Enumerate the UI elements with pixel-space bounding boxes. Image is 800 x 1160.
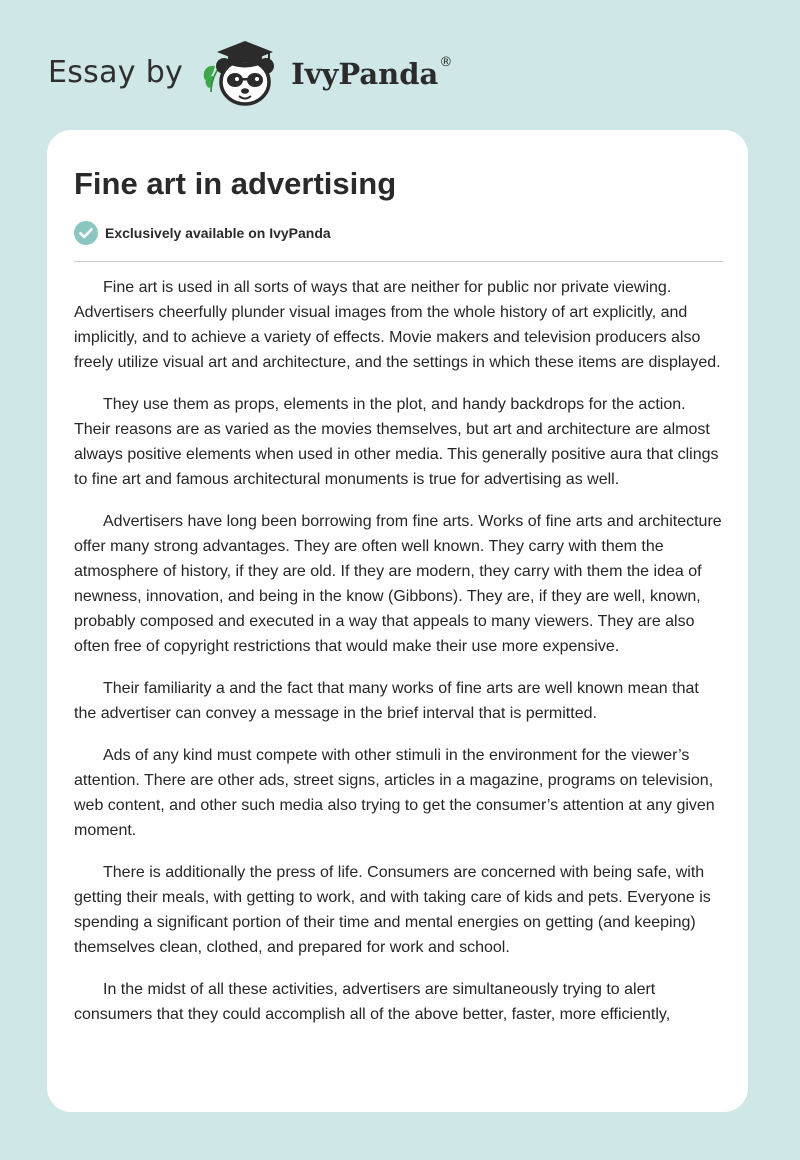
essay-paragraph: Ads of any kind must compete with other stimuli in the environment for the viewer’s attention. There are other ads, street signs, articles in a magazine, programs on television, web content, and other such media also trying to get the consumer’s attention at any given moment.	[74, 747, 715, 839]
brand-name: IvyPanda	[291, 57, 439, 91]
title-divider	[74, 261, 723, 262]
essay-paragraph: Fine art is used in all sorts of ways that are neither for public nor private viewing. Advertisers cheerfully plunder visual images from the whole history of art explicitly, and implicitly, and to achieve a variety of effects. Movie makers and television producers also freely utilize visual art and architecture, and the settings in which these items are displayed.	[74, 279, 721, 371]
essay-body	[74, 275, 724, 1044]
brand-header[interactable]	[48, 36, 452, 108]
panda-graduate-icon	[199, 36, 285, 108]
essay-paragraph: Advertisers have long been borrowing from fine arts. Works of fine arts and architecture offer many strong advantages. They are often well known. They carry with them the atmosphere of history, if they are old. If they are modern, they carry with them the idea of newness, innovation, and being in the know (Gibbons). They are, if they are well, known, probably composed and executed in a way that appeals to many viewers. They are also often free of copyright restrictions that would make their use more expensive.	[74, 513, 722, 655]
essay-paragraph: They use them as props, elements in the plot, and handy backdrops for the action. Their reasons are as varied as the movies themselves, but art and architecture are almost always positive elements when used in other media. This generally positive aura that clings to fine art and famous architectural monuments is true for advertising as well.	[74, 396, 719, 488]
exclusive-badge-text: Exclusively available on IvyPanda	[105, 225, 331, 241]
registered-mark: ®	[439, 54, 453, 70]
check-circle-icon	[74, 221, 98, 245]
essay-paragraph: Their familiarity a and the fact that many works of fine arts are well known mean that the advertiser can convey a message in the brief interval that is permitted.	[74, 680, 699, 722]
essay-paragraph: There is additionally the press of life. Consumers are concerned with being safe, with getting their meals, with getting to work, and with taking care of kids and pets. Everyone is spending a significant portion of their time and mental energies on getting (and keeping) themselves clean, clothed, and prepared for work and school.	[74, 864, 711, 956]
page-title: Fine art in advertising	[74, 166, 397, 201]
exclusive-badge	[74, 221, 331, 245]
essay-card	[47, 130, 748, 1112]
essay-paragraph: In the midst of all these activities, advertisers are simultaneously trying to alert consumers that they could accomplish all of the above better, faster, more efficiently,	[74, 981, 671, 1023]
brand-prefix: Essay by	[48, 54, 184, 90]
